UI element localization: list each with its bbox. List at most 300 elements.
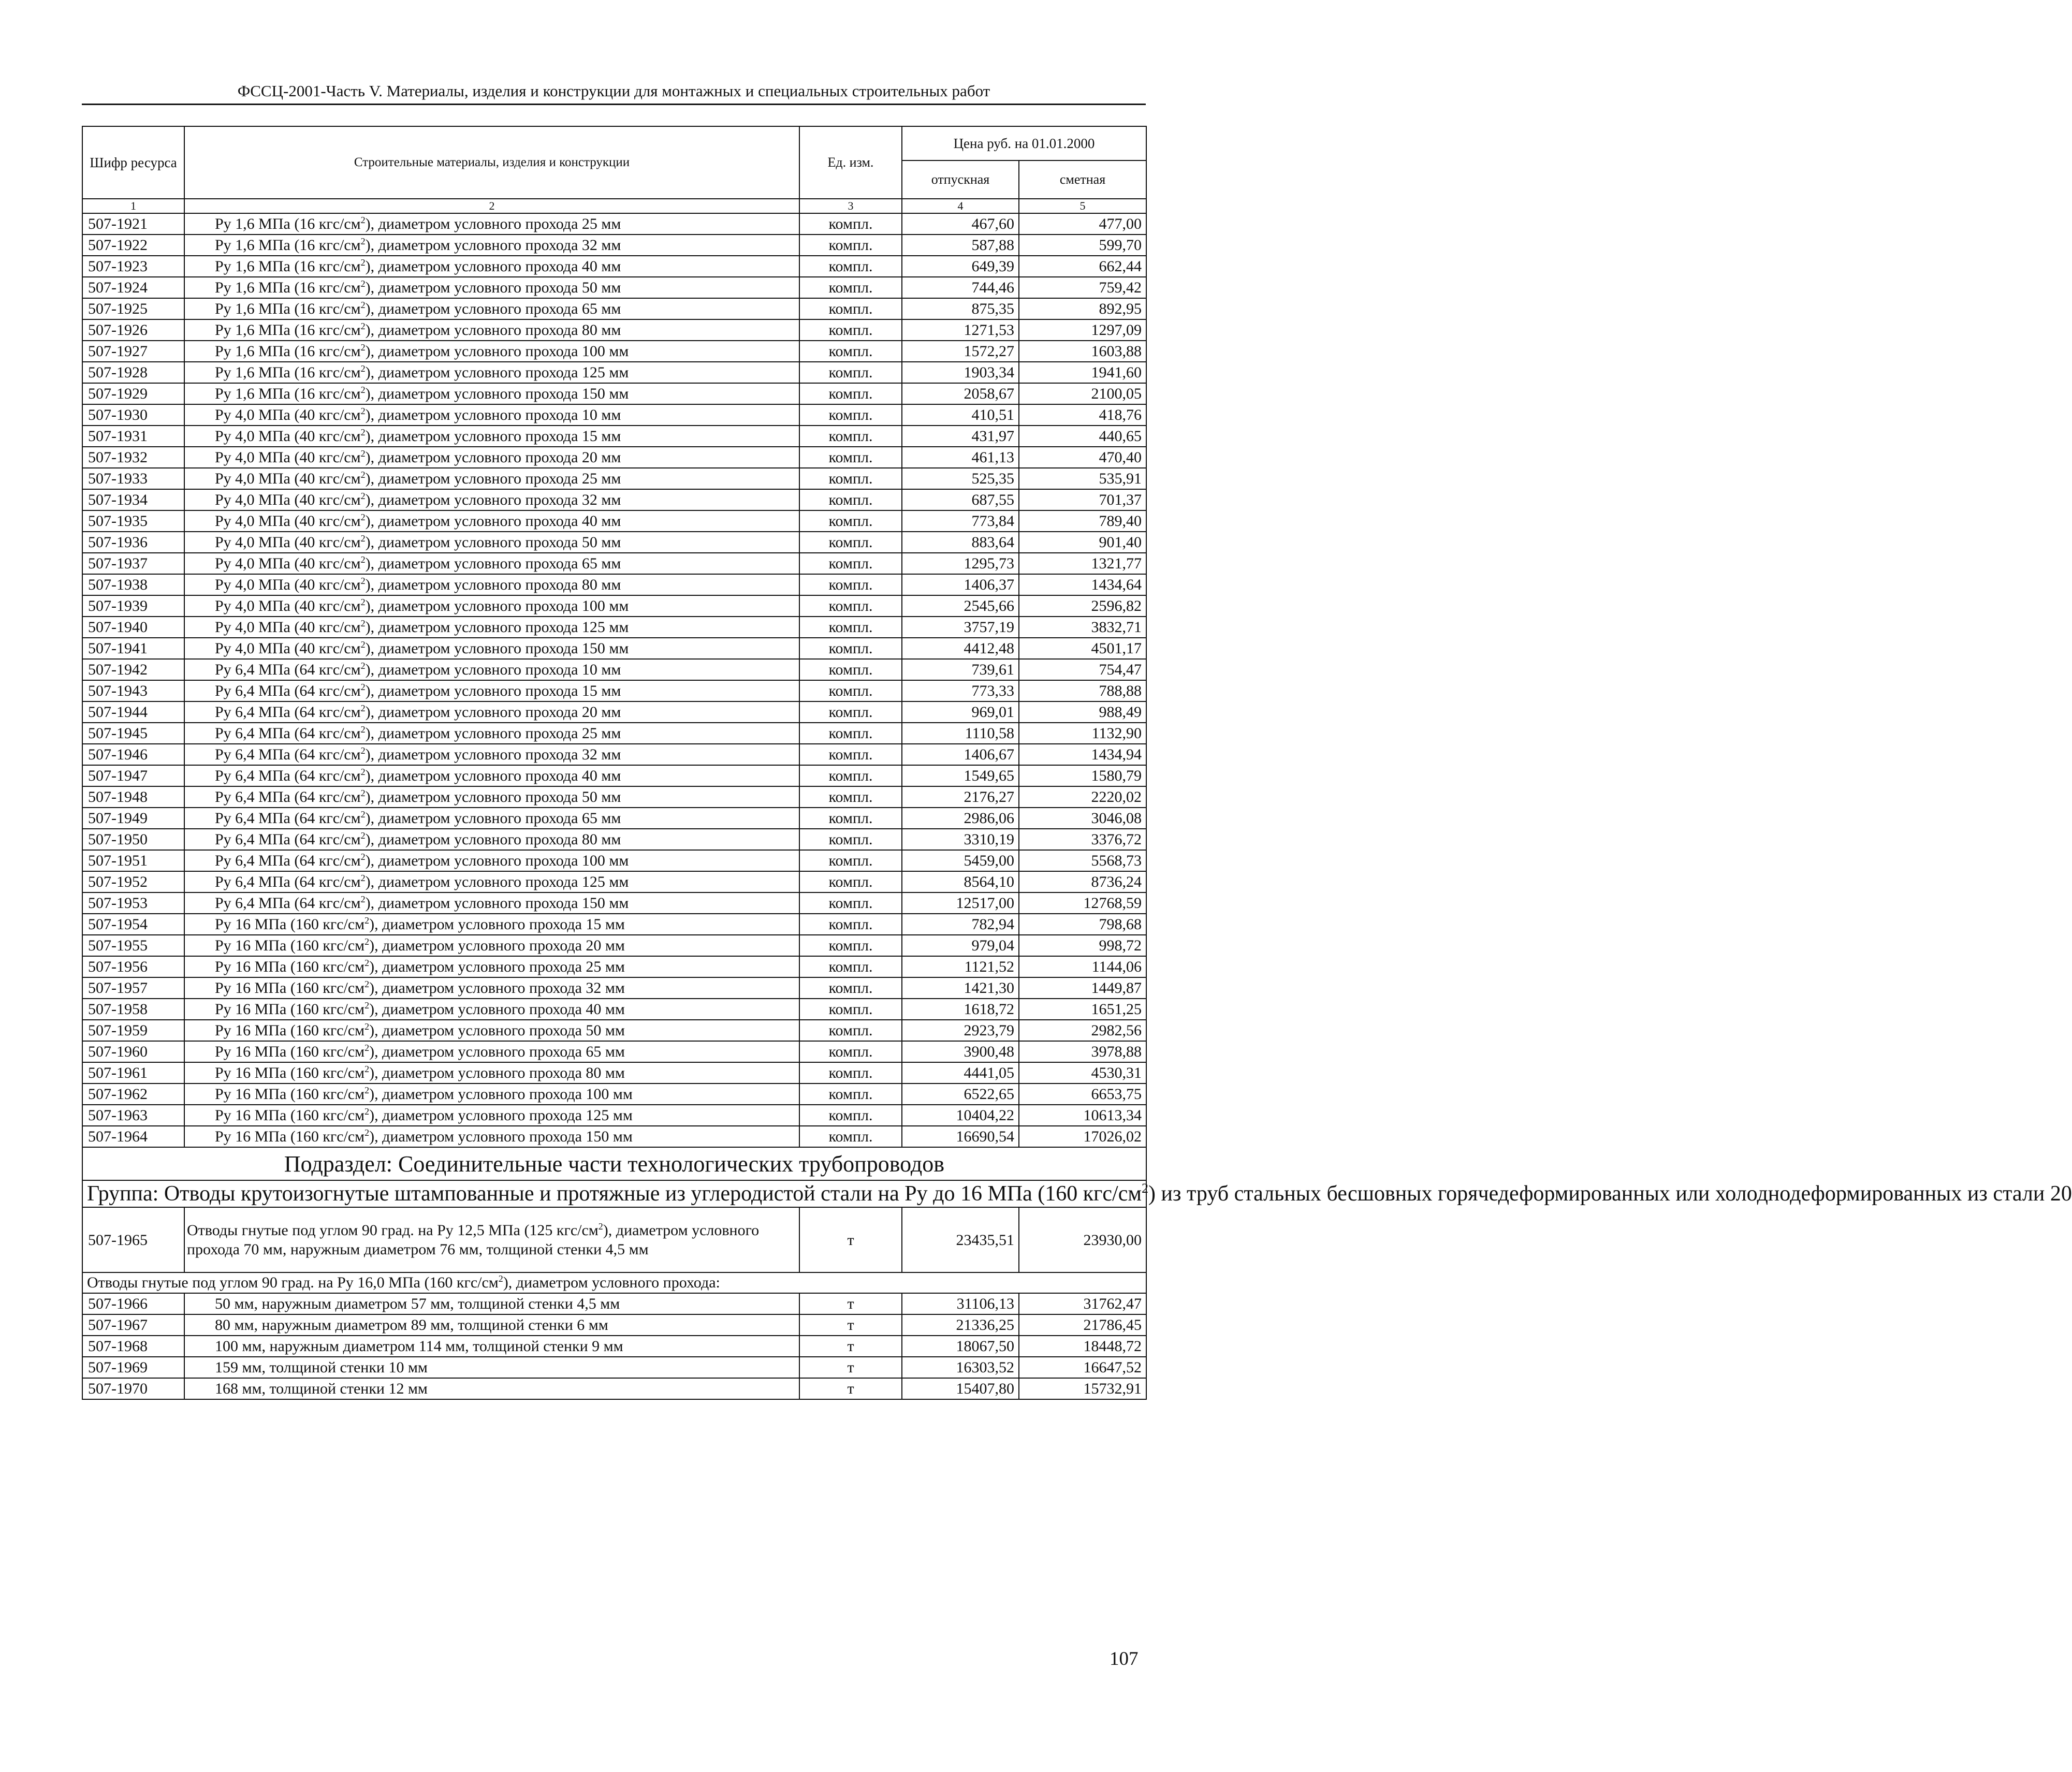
resource-code: 507-1926: [82, 319, 184, 341]
unit-of-measure: компл.: [799, 341, 902, 362]
estimate-price: 789,40: [1019, 510, 1146, 532]
unit-of-measure: компл.: [799, 723, 902, 744]
release-price: 875,35: [902, 298, 1019, 319]
release-price: 1110,58: [902, 723, 1019, 744]
table-row: [82, 235, 1146, 256]
estimate-price: 901,40: [1019, 532, 1146, 553]
table-row: [82, 383, 1146, 404]
unit-of-measure: компл.: [799, 956, 902, 977]
estimate-price: 31762,47: [1019, 1293, 1146, 1314]
release-price: 2923,79: [902, 1020, 1019, 1041]
col-header-estimate: сметная: [1019, 160, 1146, 199]
item-code: 507-1965: [82, 1207, 184, 1272]
item-description: Ру 1,6 МПа (16 кгс/$см^2$), диаметром условного прохода 150 мм: [184, 383, 799, 404]
unit-of-measure: компл.: [799, 447, 902, 468]
unit-of-measure: компл.: [799, 468, 902, 489]
resource-code: 507-1950: [82, 829, 184, 850]
col-header-release: отпускная: [902, 160, 1019, 199]
resource-code: 507-1955: [82, 935, 184, 956]
table-row: [82, 298, 1146, 319]
resource-code: 507-1930: [82, 404, 184, 426]
table-body-2: [82, 1293, 1146, 1399]
item-description: Ру 4,0 МПа (40 кгс/$см^2$), диаметром условного прохода 125 мм: [184, 617, 799, 638]
table-row: [82, 1336, 1146, 1357]
unit-of-measure: компл.: [799, 1020, 902, 1041]
release-price: 1903,34: [902, 362, 1019, 383]
col-header-name: Строительные материалы, изделия и конструкции: [184, 126, 799, 199]
release-price: 3900,48: [902, 1041, 1019, 1062]
release-price: 12517,00: [902, 892, 1019, 914]
unit-of-measure: компл.: [799, 680, 902, 701]
estimate-price: 599,70: [1019, 235, 1146, 256]
table-row: [82, 1062, 1146, 1083]
item-description: Ру 4,0 МПа (40 кгс/$см^2$), диаметром условного прохода 65 мм: [184, 553, 799, 574]
table-row: [82, 1020, 1146, 1041]
unit-of-measure: компл.: [799, 1105, 902, 1126]
table-row: [82, 935, 1146, 956]
resource-code: 507-1941: [82, 638, 184, 659]
table-row: [82, 1293, 1146, 1314]
unit-of-measure: компл.: [799, 1041, 902, 1062]
estimate-price: 21786,45: [1019, 1314, 1146, 1336]
release-price: 1618,72: [902, 999, 1019, 1020]
resource-code: 507-1957: [82, 977, 184, 999]
unit-of-measure: компл.: [799, 383, 902, 404]
release-price: 587,88: [902, 235, 1019, 256]
estimate-price: 6653,75: [1019, 1083, 1146, 1105]
unit-of-measure: компл.: [799, 786, 902, 808]
unit-of-measure: компл.: [799, 256, 902, 277]
item-description: Ру 1,6 МПа (16 кгс/$см^2$), диаметром условного прохода 25 мм: [184, 213, 799, 235]
col-header-price: Цена руб. на 01.01.2000: [902, 126, 1146, 160]
unit-of-measure: компл.: [799, 935, 902, 956]
item-description: Ру 16 МПа (160 кгс/$см^2$), диаметром условного прохода 125 мм: [184, 1105, 799, 1126]
item-description: Ру 1,6 МПа (16 кгс/$см^2$), диаметром условного прохода 80 мм: [184, 319, 799, 341]
unit-of-measure: компл.: [799, 489, 902, 510]
release-price: 687,55: [902, 489, 1019, 510]
estimate-price: 701,37: [1019, 489, 1146, 510]
unit-of-measure: компл.: [799, 1126, 902, 1147]
resource-code: 507-1927: [82, 341, 184, 362]
estimate-price: 754,47: [1019, 659, 1146, 680]
unit-of-measure: компл.: [799, 871, 902, 892]
estimate-price: 470,40: [1019, 447, 1146, 468]
resource-code: 507-1967: [82, 1314, 184, 1336]
item-description: Ру 4,0 МПа (40 кгс/$см^2$), диаметром условного прохода 25 мм: [184, 468, 799, 489]
item-description: 168 мм, толщиной стенки 12 мм: [184, 1378, 799, 1399]
estimate-price: 10613,34: [1019, 1105, 1146, 1126]
unit-of-measure: т: [799, 1336, 902, 1357]
resource-code: 507-1933: [82, 468, 184, 489]
item-description: Ру 16 МПа (160 кгс/$см^2$), диаметром условного прохода 150 мм: [184, 1126, 799, 1147]
resource-code: 507-1949: [82, 808, 184, 829]
release-price: 1406,37: [902, 574, 1019, 595]
resource-code: 507-1969: [82, 1357, 184, 1378]
resource-code: 507-1939: [82, 595, 184, 617]
resource-code: 507-1954: [82, 914, 184, 935]
estimate-price: 1297,09: [1019, 319, 1146, 341]
unit-of-measure: т: [799, 1314, 902, 1336]
unit-of-measure: компл.: [799, 553, 902, 574]
release-price: 1549,65: [902, 765, 1019, 786]
estimate-price: 18448,72: [1019, 1336, 1146, 1357]
release-price: 525,35: [902, 468, 1019, 489]
resource-code: 507-1932: [82, 447, 184, 468]
item-description: Ру 6,4 МПа (64 кгс/$см^2$), диаметром условного прохода 50 мм: [184, 786, 799, 808]
estimate-price: 798,68: [1019, 914, 1146, 935]
release-price: 4441,05: [902, 1062, 1019, 1083]
item-description: Ру 4,0 МПа (40 кгс/$см^2$), диаметром условного прохода 80 мм: [184, 574, 799, 595]
table-row: [82, 808, 1146, 829]
estimate-price: 4530,31: [1019, 1062, 1146, 1083]
col-number: 1: [82, 199, 184, 213]
item-description: Ру 6,4 МПа (64 кгс/$см^2$), диаметром условного прохода 150 мм: [184, 892, 799, 914]
resource-code: 507-1970: [82, 1378, 184, 1399]
resource-code: 507-1936: [82, 532, 184, 553]
table-row: [82, 213, 1146, 235]
table-row: [82, 1378, 1146, 1399]
release-price: 1572,27: [902, 341, 1019, 362]
table-row: [82, 553, 1146, 574]
resource-code: 507-1948: [82, 786, 184, 808]
estimate-price: 418,76: [1019, 404, 1146, 426]
resource-code: 507-1940: [82, 617, 184, 638]
estimate-price: 892,95: [1019, 298, 1146, 319]
table-row: [82, 341, 1146, 362]
section-title: Подраздел: Соединительные части технологических трубопроводов: [82, 1147, 1146, 1180]
table-row: [82, 765, 1146, 786]
resource-code: 507-1966: [82, 1293, 184, 1314]
release-price: 3757,19: [902, 617, 1019, 638]
section-body: [82, 1147, 2072, 1293]
item-description: Ру 6,4 МПа (64 кгс/$см^2$), диаметром условного прохода 15 мм: [184, 680, 799, 701]
item-description: Ру 6,4 МПа (64 кгс/$см^2$), диаметром условного прохода 65 мм: [184, 808, 799, 829]
release-price: 3310,19: [902, 829, 1019, 850]
item-description: Ру 4,0 МПа (40 кгс/$см^2$), диаметром условного прохода 20 мм: [184, 447, 799, 468]
table-row: [82, 977, 1146, 999]
resource-code: 507-1964: [82, 1126, 184, 1147]
page-number: 107: [1110, 1648, 1139, 1670]
table-row: [82, 595, 1146, 617]
unit-of-measure: компл.: [799, 510, 902, 532]
estimate-price: 1321,77: [1019, 553, 1146, 574]
resource-code: 507-1956: [82, 956, 184, 977]
estimate-price: 17026,02: [1019, 1126, 1146, 1147]
release-price: 5459,00: [902, 850, 1019, 871]
unit-of-measure: компл.: [799, 595, 902, 617]
item-description: Ру 4,0 МПа (40 кгс/$см^2$), диаметром условного прохода 15 мм: [184, 426, 799, 447]
table-row: [82, 574, 1146, 595]
release-price: 4412,48: [902, 638, 1019, 659]
page-header: ФССЦ-2001-Часть V. Материалы, изделия и конструкции для монтажных и специальных строительных работ: [82, 82, 1146, 105]
estimate-price: 477,00: [1019, 213, 1146, 235]
resource-code: 507-1921: [82, 213, 184, 235]
estimate-price: 8736,24: [1019, 871, 1146, 892]
item-description: 159 мм, толщиной стенки 10 мм: [184, 1357, 799, 1378]
estimate-price: 15732,91: [1019, 1378, 1146, 1399]
release-price: 15407,80: [902, 1378, 1019, 1399]
release-price: 1406,67: [902, 744, 1019, 765]
release-price: 18067,50: [902, 1336, 1019, 1357]
unit-of-measure: компл.: [799, 829, 902, 850]
estimate-price: 1144,06: [1019, 956, 1146, 977]
release-price: 739,61: [902, 659, 1019, 680]
estimate-price: 440,65: [1019, 426, 1146, 447]
release-price: 1421,30: [902, 977, 1019, 999]
item-description: Ру 1,6 МПа (16 кгс/$см^2$), диаметром условного прохода 65 мм: [184, 298, 799, 319]
estimate-price: 1449,87: [1019, 977, 1146, 999]
unit-of-measure: компл.: [799, 914, 902, 935]
release-price: 649,39: [902, 256, 1019, 277]
estimate-price: 3978,88: [1019, 1041, 1146, 1062]
release-price: 1295,73: [902, 553, 1019, 574]
resource-code: 507-1953: [82, 892, 184, 914]
item-description: Ру 6,4 МПа (64 кгс/$см^2$), диаметром условного прохода 100 мм: [184, 850, 799, 871]
unit-of-measure: компл.: [799, 808, 902, 829]
item-description: Ру 1,6 МПа (16 кгс/$см^2$), диаметром условного прохода 50 мм: [184, 277, 799, 298]
release-price: 2545,66: [902, 595, 1019, 617]
resource-code: 507-1960: [82, 1041, 184, 1062]
estimate-price: 759,42: [1019, 277, 1146, 298]
subgroup-heading: Отводы гнутые под углом 90 град. на Ру 16,0 МПа (160 кгс/$см^2$), диаметром условного прохода:: [82, 1272, 1146, 1293]
resource-code: 507-1937: [82, 553, 184, 574]
release-price: 2176,27: [902, 786, 1019, 808]
item-description: Ру 4,0 МПа (40 кгс/$см^2$), диаметром условного прохода 100 мм: [184, 595, 799, 617]
estimate-price: 988,49: [1019, 701, 1146, 723]
release-price: 1121,52: [902, 956, 1019, 977]
item-description: Ру 4,0 МПа (40 кгс/$см^2$), диаметром условного прохода 40 мм: [184, 510, 799, 532]
table-row: [82, 1041, 1146, 1062]
table-row: [82, 319, 1146, 341]
resource-code: 507-1968: [82, 1336, 184, 1357]
unit-of-measure: компл.: [799, 701, 902, 723]
item-description: Ру 4,0 МПа (40 кгс/$см^2$), диаметром условного прохода 50 мм: [184, 532, 799, 553]
unit-of-measure: компл.: [799, 426, 902, 447]
item-description: Ру 16 МПа (160 кгс/$см^2$), диаметром условного прохода 100 мм: [184, 1083, 799, 1105]
estimate-price: 1434,94: [1019, 744, 1146, 765]
resource-code: 507-1944: [82, 701, 184, 723]
table-row: [82, 659, 1146, 680]
estimate-price: 535,91: [1019, 468, 1146, 489]
unit-of-measure: компл.: [799, 659, 902, 680]
unit-of-measure: компл.: [799, 404, 902, 426]
resource-code: 507-1938: [82, 574, 184, 595]
unit-of-measure: т: [799, 1378, 902, 1399]
table-row: [82, 723, 1146, 744]
unit-of-measure: компл.: [799, 298, 902, 319]
resource-code: 507-1952: [82, 871, 184, 892]
release-price: 2058,67: [902, 383, 1019, 404]
resource-code: 507-1934: [82, 489, 184, 510]
column-number-row: [82, 199, 1146, 213]
estimate-price: 2100,05: [1019, 383, 1146, 404]
release-price: 2986,06: [902, 808, 1019, 829]
resource-code: 507-1945: [82, 723, 184, 744]
item-description: Ру 16 МПа (160 кгс/$см^2$), диаметром условного прохода 65 мм: [184, 1041, 799, 1062]
item-description: 100 мм, наружным диаметром 114 мм, толщиной стенки 9 мм: [184, 1336, 799, 1357]
resource-code: 507-1923: [82, 256, 184, 277]
table-row: [82, 617, 1146, 638]
table-row: [82, 892, 1146, 914]
table-row: [82, 829, 1146, 850]
estimate-price: 12768,59: [1019, 892, 1146, 914]
estimate-price: 3832,71: [1019, 617, 1146, 638]
unit-of-measure: компл.: [799, 319, 902, 341]
resource-code: 507-1959: [82, 1020, 184, 1041]
table-row: [82, 956, 1146, 977]
estimate-price: 2982,56: [1019, 1020, 1146, 1041]
table-row: [82, 744, 1146, 765]
resource-code: 507-1922: [82, 235, 184, 256]
estimate-price: 3046,08: [1019, 808, 1146, 829]
resource-code: 507-1958: [82, 999, 184, 1020]
estimate-price: 2220,02: [1019, 786, 1146, 808]
unit-of-measure: компл.: [799, 1083, 902, 1105]
release-price: 461,13: [902, 447, 1019, 468]
unit-of-measure: компл.: [799, 638, 902, 659]
unit-of-measure: компл.: [799, 277, 902, 298]
table-row: [82, 786, 1146, 808]
col-header-code: Шифр ресурса: [82, 126, 184, 199]
unit-of-measure: т: [799, 1357, 902, 1378]
estimate-price: 2596,82: [1019, 595, 1146, 617]
item-description: Отводы гнутые под углом 90 град. на Ру 12,5 МПа (125 кгс/$см^2$), диаметром условного прохода 70 мм, наружным диаметром 76 мм, толщиной стенки 4,5 мм: [184, 1207, 799, 1272]
unit-of-measure: компл.: [799, 574, 902, 595]
item-description: Ру 4,0 МПа (40 кгс/$см^2$), диаметром условного прохода 10 мм: [184, 404, 799, 426]
resource-code: 507-1942: [82, 659, 184, 680]
item-description: Ру 1,6 МПа (16 кгс/$см^2$), диаметром условного прохода 40 мм: [184, 256, 799, 277]
unit-of-measure: компл.: [799, 235, 902, 256]
item-description: Ру 6,4 МПа (64 кгс/$см^2$), диаметром условного прохода 32 мм: [184, 744, 799, 765]
table-row: [82, 510, 1146, 532]
item-description: Ру 16 МПа (160 кгс/$см^2$), диаметром условного прохода 40 мм: [184, 999, 799, 1020]
table-row: [82, 532, 1146, 553]
item-description: Ру 16 МПа (160 кгс/$см^2$), диаметром условного прохода 15 мм: [184, 914, 799, 935]
unit-of-measure: компл.: [799, 977, 902, 999]
table-row: [82, 1083, 1146, 1105]
item-description: Ру 6,4 МПа (64 кгс/$см^2$), диаметром условного прохода 40 мм: [184, 765, 799, 786]
col-number: 4: [902, 199, 1019, 213]
release-price: 883,64: [902, 532, 1019, 553]
col-header-unit: Ед. изм.: [799, 126, 902, 199]
estimate-price: 1434,64: [1019, 574, 1146, 595]
resource-code: 507-1962: [82, 1083, 184, 1105]
release-price: 744,46: [902, 277, 1019, 298]
resource-code: 507-1946: [82, 744, 184, 765]
table-row: [82, 680, 1146, 701]
group-title: Группа: Отводы крутоизогнутые штампованные и протяжные из углеродистой стали на Ру до 16 МПа (160 кгс/$см^2$) из труб стальных бесшовных горячедеформированных или холоднодеформированных из стали 20: [82, 1180, 1146, 1207]
price-table: [82, 126, 2072, 1400]
estimate-price: 998,72: [1019, 935, 1146, 956]
item-description: Ру 6,4 МПа (64 кгс/$см^2$), диаметром условного прохода 80 мм: [184, 829, 799, 850]
release-price: 8564,10: [902, 871, 1019, 892]
release-price: 782,94: [902, 914, 1019, 935]
estimate-price: 788,88: [1019, 680, 1146, 701]
release-price: 16303,52: [902, 1357, 1019, 1378]
item-estimate-price: 23930,00: [1019, 1207, 1146, 1272]
item-description: Ру 16 МПа (160 кгс/$см^2$), диаметром условного прохода 80 мм: [184, 1062, 799, 1083]
resource-code: 507-1929: [82, 383, 184, 404]
col-number: 2: [184, 199, 799, 213]
item-description: Ру 4,0 МПа (40 кгс/$см^2$), диаметром условного прохода 32 мм: [184, 489, 799, 510]
release-price: 969,01: [902, 701, 1019, 723]
release-price: 979,04: [902, 935, 1019, 956]
release-price: 6522,65: [902, 1083, 1019, 1105]
unit-of-measure: компл.: [799, 765, 902, 786]
item-description: Ру 16 МПа (160 кгс/$см^2$), диаметром условного прохода 25 мм: [184, 956, 799, 977]
unit-of-measure: компл.: [799, 617, 902, 638]
release-price: 21336,25: [902, 1314, 1019, 1336]
table-row: [82, 362, 1146, 383]
item-unit: т: [799, 1207, 902, 1272]
table-body: [82, 213, 1146, 1147]
resource-code: 507-1925: [82, 298, 184, 319]
item-description: Ру 16 МПа (160 кгс/$см^2$), диаметром условного прохода 50 мм: [184, 1020, 799, 1041]
item-release-price: 23435,51: [902, 1207, 1019, 1272]
table-row: [82, 426, 1146, 447]
table-row: [82, 1357, 1146, 1378]
unit-of-measure: т: [799, 1293, 902, 1314]
item-description: Ру 16 МПа (160 кгс/$см^2$), диаметром условного прохода 20 мм: [184, 935, 799, 956]
resource-code: 507-1951: [82, 850, 184, 871]
item-description: 80 мм, наружным диаметром 89 мм, толщиной стенки 6 мм: [184, 1314, 799, 1336]
estimate-price: 5568,73: [1019, 850, 1146, 871]
unit-of-measure: компл.: [799, 1062, 902, 1083]
table-row: [82, 850, 1146, 871]
table-row: [82, 638, 1146, 659]
unit-of-measure: компл.: [799, 892, 902, 914]
table-row: [82, 404, 1146, 426]
release-price: 773,33: [902, 680, 1019, 701]
table-row: [82, 468, 1146, 489]
estimate-price: 1580,79: [1019, 765, 1146, 786]
unit-of-measure: компл.: [799, 213, 902, 235]
table-row: [82, 277, 1146, 298]
item-description: Ру 6,4 МПа (64 кгс/$см^2$), диаметром условного прохода 125 мм: [184, 871, 799, 892]
release-price: 16690,54: [902, 1126, 1019, 1147]
estimate-price: 3376,72: [1019, 829, 1146, 850]
table-row: [82, 914, 1146, 935]
estimate-price: 662,44: [1019, 256, 1146, 277]
resource-code: 507-1924: [82, 277, 184, 298]
release-price: 773,84: [902, 510, 1019, 532]
unit-of-measure: компл.: [799, 999, 902, 1020]
table-row: [82, 489, 1146, 510]
estimate-price: 1132,90: [1019, 723, 1146, 744]
unit-of-measure: компл.: [799, 362, 902, 383]
resource-code: 507-1963: [82, 1105, 184, 1126]
unit-of-measure: компл.: [799, 850, 902, 871]
item-description: Ру 6,4 МПа (64 кгс/$см^2$), диаметром условного прохода 10 мм: [184, 659, 799, 680]
item-description: Ру 1,6 МПа (16 кгс/$см^2$), диаметром условного прохода 125 мм: [184, 362, 799, 383]
estimate-price: 16647,52: [1019, 1357, 1146, 1378]
item-description: Ру 16 МПа (160 кгс/$см^2$), диаметром условного прохода 32 мм: [184, 977, 799, 999]
release-price: 31106,13: [902, 1293, 1019, 1314]
release-price: 467,60: [902, 213, 1019, 235]
estimate-price: 1651,25: [1019, 999, 1146, 1020]
col-number: 5: [1019, 199, 1146, 213]
release-price: 410,51: [902, 404, 1019, 426]
resource-code: 507-1928: [82, 362, 184, 383]
table-row: [82, 1314, 1146, 1336]
unit-of-measure: компл.: [799, 532, 902, 553]
item-description: Ру 4,0 МПа (40 кгс/$см^2$), диаметром условного прохода 150 мм: [184, 638, 799, 659]
table-row: [82, 701, 1146, 723]
estimate-price: 4501,17: [1019, 638, 1146, 659]
resource-code: 507-1947: [82, 765, 184, 786]
resource-code: 507-1931: [82, 426, 184, 447]
table-row: [82, 1105, 1146, 1126]
